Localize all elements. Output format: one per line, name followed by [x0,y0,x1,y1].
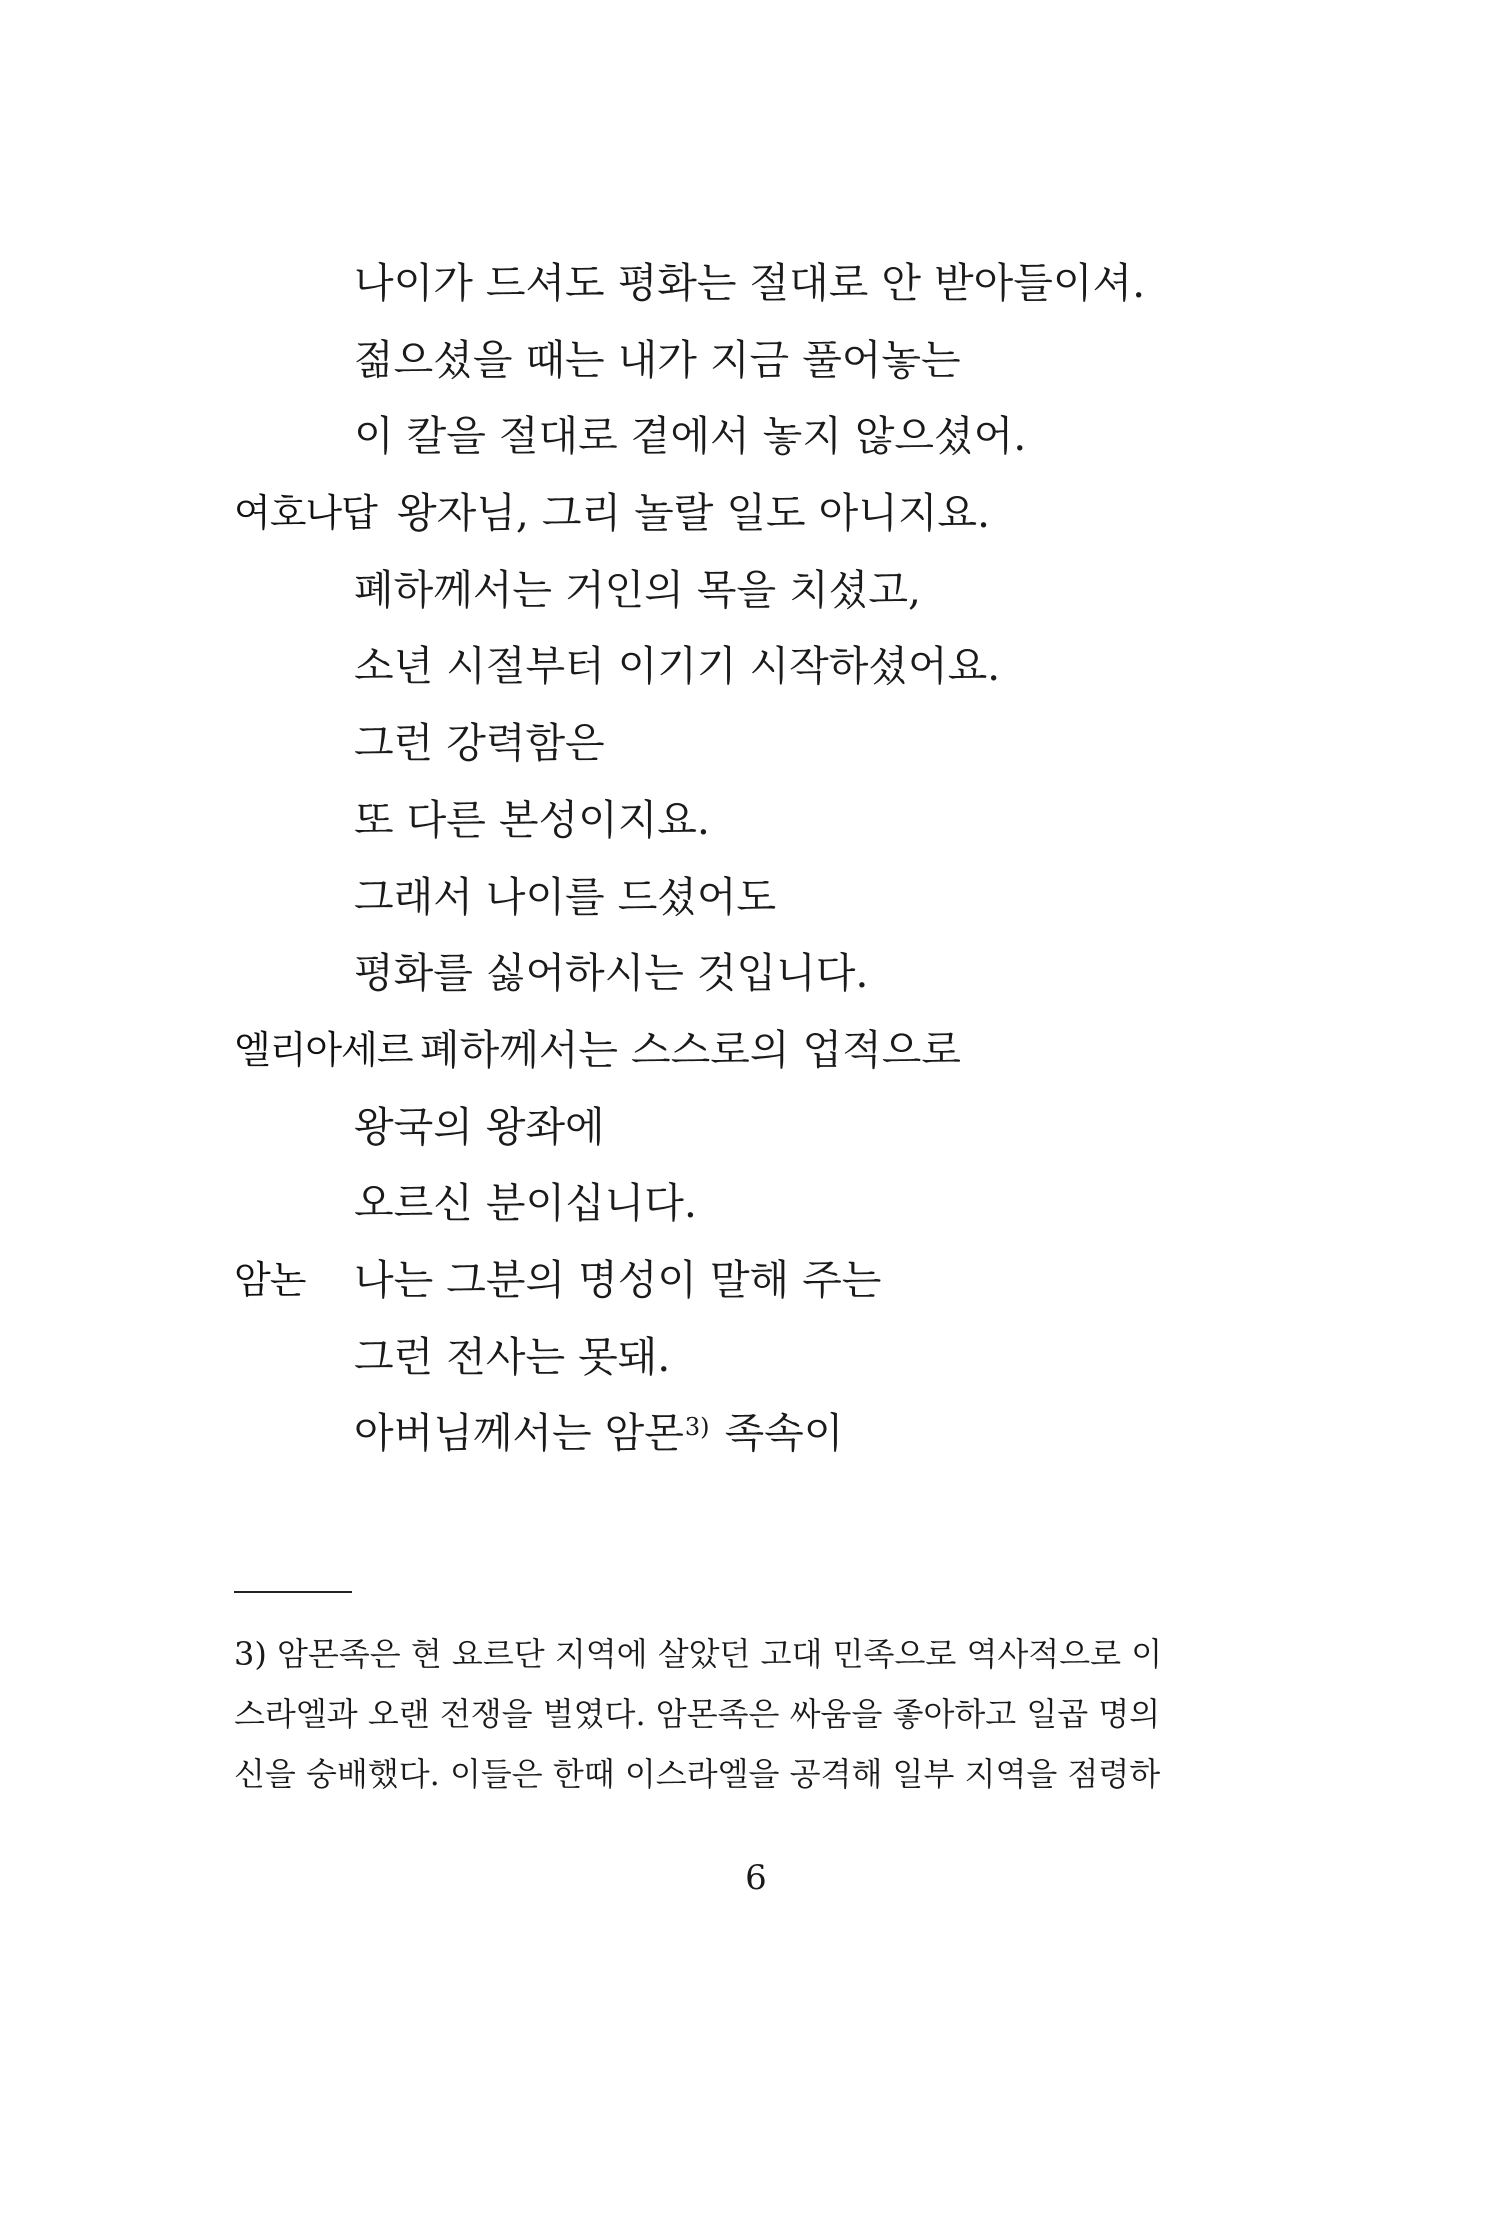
page-number: 6 [745,1858,767,1898]
dialogue-text: 폐하께서는 거인의 목을 치셨고, [354,565,922,614]
script-body [234,245,1334,1472]
dialogue-text: 그런 강력함은 [354,719,605,768]
dialogue-line [234,782,1334,859]
dialogue-text: 또 다른 본성이지요. [354,795,710,844]
footnote [234,1624,1184,1804]
dialogue-line [234,935,1334,1012]
dialogue-text-part: 아버님께서는 암몬 [354,1409,684,1458]
dialogue-line [234,1319,1334,1396]
dialogue-text [354,1395,843,1478]
dialogue-line [234,1395,1334,1472]
dialogue-text: 평화를 싫어하시는 것입니다. [354,949,869,998]
dialogue-text: 폐하께서는 스스로의 업적으로 [420,1025,961,1074]
dialogue-line [234,1012,1334,1089]
dialogue-text: 그런 전사는 못돼. [354,1332,671,1381]
footnote-line: 3) 암몬족은 현 요르단 지역에 살았던 고대 민족으로 역사적으로 이 [234,1635,1163,1673]
footnote-divider [234,1591,352,1593]
dialogue-text-part: 족속이 [711,1409,844,1458]
dialogue-line [234,1242,1334,1319]
dialogue-line [234,1165,1334,1242]
dialogue-line [234,628,1334,705]
dialogue-text: 젊으셨을 때는 내가 지금 풀어놓는 [354,335,961,384]
footnote-line: 신을 숭배했다. 이들은 한때 이스라엘을 공격해 일부 지역을 점령하 [234,1755,1161,1793]
dialogue-line [234,475,1334,552]
dialogue-text: 왕자님, 그리 놀랄 일도 아니지요. [397,489,991,538]
dialogue-text: 나는 그분의 명성이 말해 주는 [354,1255,882,1304]
footnote-reference[interactable]: 3) [684,1413,710,1442]
speaker-name: 여호나답 [234,491,377,536]
speaker-name: 엘리아세르 [234,1027,413,1072]
dialogue-line [234,398,1334,475]
speaker-name: 암논 [234,1257,306,1302]
dialogue-text: 이 칼을 절대로 곁에서 놓지 않으셨어. [354,412,1027,461]
dialogue-line [234,859,1334,936]
footnote-line: 스라엘과 오랜 전쟁을 벌였다. 암몬족은 싸움을 좋아하고 일곱 명의 [234,1695,1161,1733]
dialogue-text: 나이가 드셔도 평화는 절대로 안 받아들이셔. [354,259,1146,307]
dialogue-text: 왕국의 왕좌에 [354,1102,605,1151]
dialogue-text: 소년 시절부터 이기기 시작하셨어요. [354,642,1001,691]
dialogue-line [234,1089,1334,1166]
dialogue-text: 그래서 나이를 드셨어도 [354,872,777,921]
dialogue-line [234,705,1334,782]
dialogue-line [234,552,1334,629]
dialogue-text: 오르신 분이십니다. [354,1179,697,1228]
dialogue-line [234,245,1334,322]
dialogue-line [234,322,1334,399]
